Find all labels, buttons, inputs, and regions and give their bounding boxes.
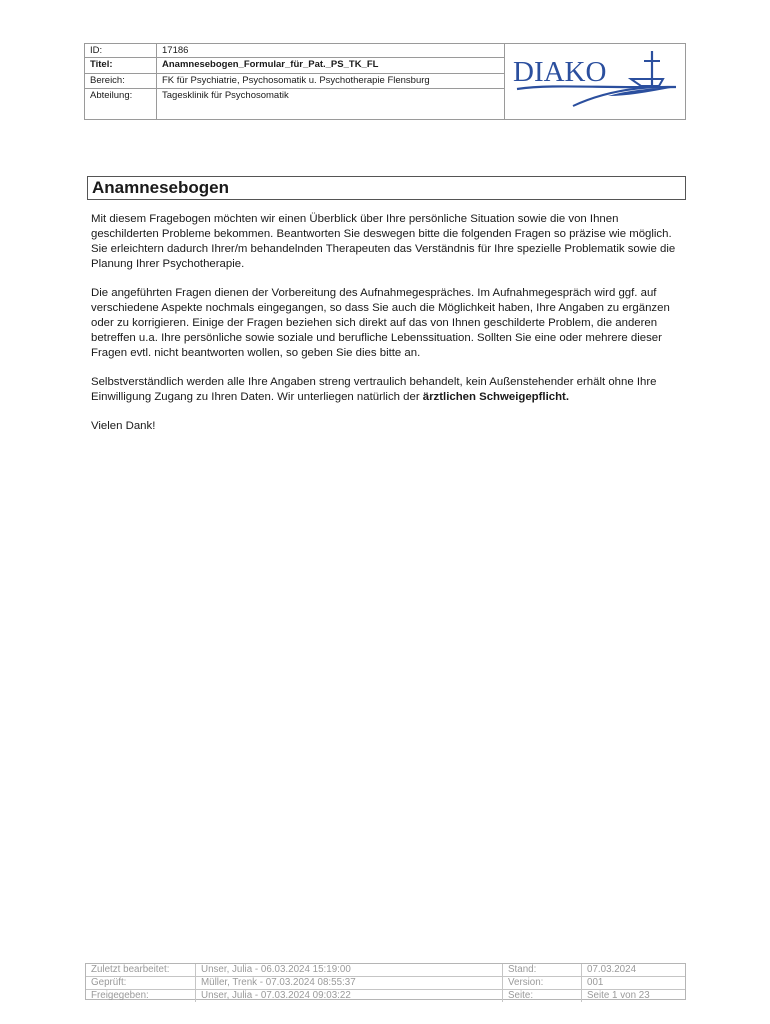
confidentiality-paragraph (91, 375, 681, 405)
page-title: Anamnesebogen (87, 176, 686, 200)
confidentiality-text: Selbstverständlich werden alle Ihre Angaben streng vertraulich behandelt, kein Außenstehender erhält ohne Ihre Einwilligung Zugang zu Ihren Daten. Wir unterliegen natürlich der (91, 376, 657, 403)
confidentiality-emphasis: ärztlichen Schweigepflicht. (422, 391, 569, 403)
preparation-paragraph: Die angeführten Fragen dienen der Vorbereitung des Aufnahmegespräches. Im Aufnahmegespräch wird ggf. auf verschiedene Aspekte nochmals eingegangen, so dass Sie auch die Möglichkeit haben, Ihre Angaben zu ergänzen oder zu korrigieren. Einige der Fragen beziehen sich direkt auf das von Ihnen geschilderte Problem, die anderen betreffen u.a. Ihre persönliche sowie soziale und berufliche Lebenssituation. Sollten Sie eine oder mehrere dieser Fragen evtl. nicht beantworten wollen, so geben Sie dies bitte an. (91, 287, 670, 359)
footer-meta-value: Seite 1 von 23 (587, 990, 650, 1001)
footer-label: Zuletzt bearbeitet: (86, 964, 196, 976)
meta-value: FK für Psychiatrie, Psychosomatik u. Psychotherapie Flensburg (162, 75, 430, 86)
logo-text: DIAKO (513, 56, 607, 88)
document-footer (85, 963, 686, 1000)
footer-row-released (86, 990, 685, 1002)
footer-meta-label: Seite: (503, 990, 582, 1002)
footer-meta-value: 001 (587, 977, 604, 988)
meta-row-id (85, 44, 504, 58)
meta-row-department (85, 89, 504, 119)
footer-meta-label: Version: (503, 977, 582, 989)
diako-logo-icon (513, 48, 681, 114)
meta-label: Abteilung: (85, 89, 157, 119)
footer-row-checked (86, 977, 685, 990)
meta-value: Anamnesebogen_Formular_für_Pat._PS_TK_FL (162, 59, 379, 70)
footer-value: Unser, Julia - 06.03.2024 15:19:00 (196, 964, 503, 976)
meta-value: 17186 (162, 45, 189, 56)
meta-label: Bereich: (85, 74, 157, 88)
footer-label: Freigegeben: (86, 990, 196, 1002)
intro-paragraph: Mit diesem Fragebogen möchten wir einen Überblick über Ihre persönliche Situation sowie die von Ihnen geschilderten Probleme bekommen. Beantworten Sie deswegen bitte die folgenden Fragen so präzise wie möglich. Sie erleichtern dadurch Ihrer/m behandelnden Therapeuten das Verständnis für Ihre spezielle Problematik sowie die Planung Ihrer Psychotherapie. (91, 213, 676, 270)
footer-meta-label: Stand: (503, 964, 582, 976)
meta-row-title (85, 58, 504, 74)
footer-value: Müller, Trenk - 07.03.2024 08:55:37 (196, 977, 503, 989)
footer-value: Unser, Julia - 07.03.2024 09:03:22 (196, 990, 503, 1002)
meta-row-area (85, 74, 504, 89)
meta-label: Titel: (85, 58, 157, 73)
meta-value: Tagesklinik für Psychosomatik (162, 90, 289, 101)
document-meta-table (85, 44, 505, 119)
footer-label: Geprüft: (86, 977, 196, 989)
footer-meta-value: 07.03.2024 (587, 964, 637, 975)
document-body (91, 212, 681, 448)
footer-row-edited (86, 964, 685, 977)
thanks-text: Vielen Dank! (91, 420, 156, 432)
meta-label: ID: (85, 44, 157, 57)
document-header (84, 43, 686, 120)
diako-logo (505, 44, 685, 119)
